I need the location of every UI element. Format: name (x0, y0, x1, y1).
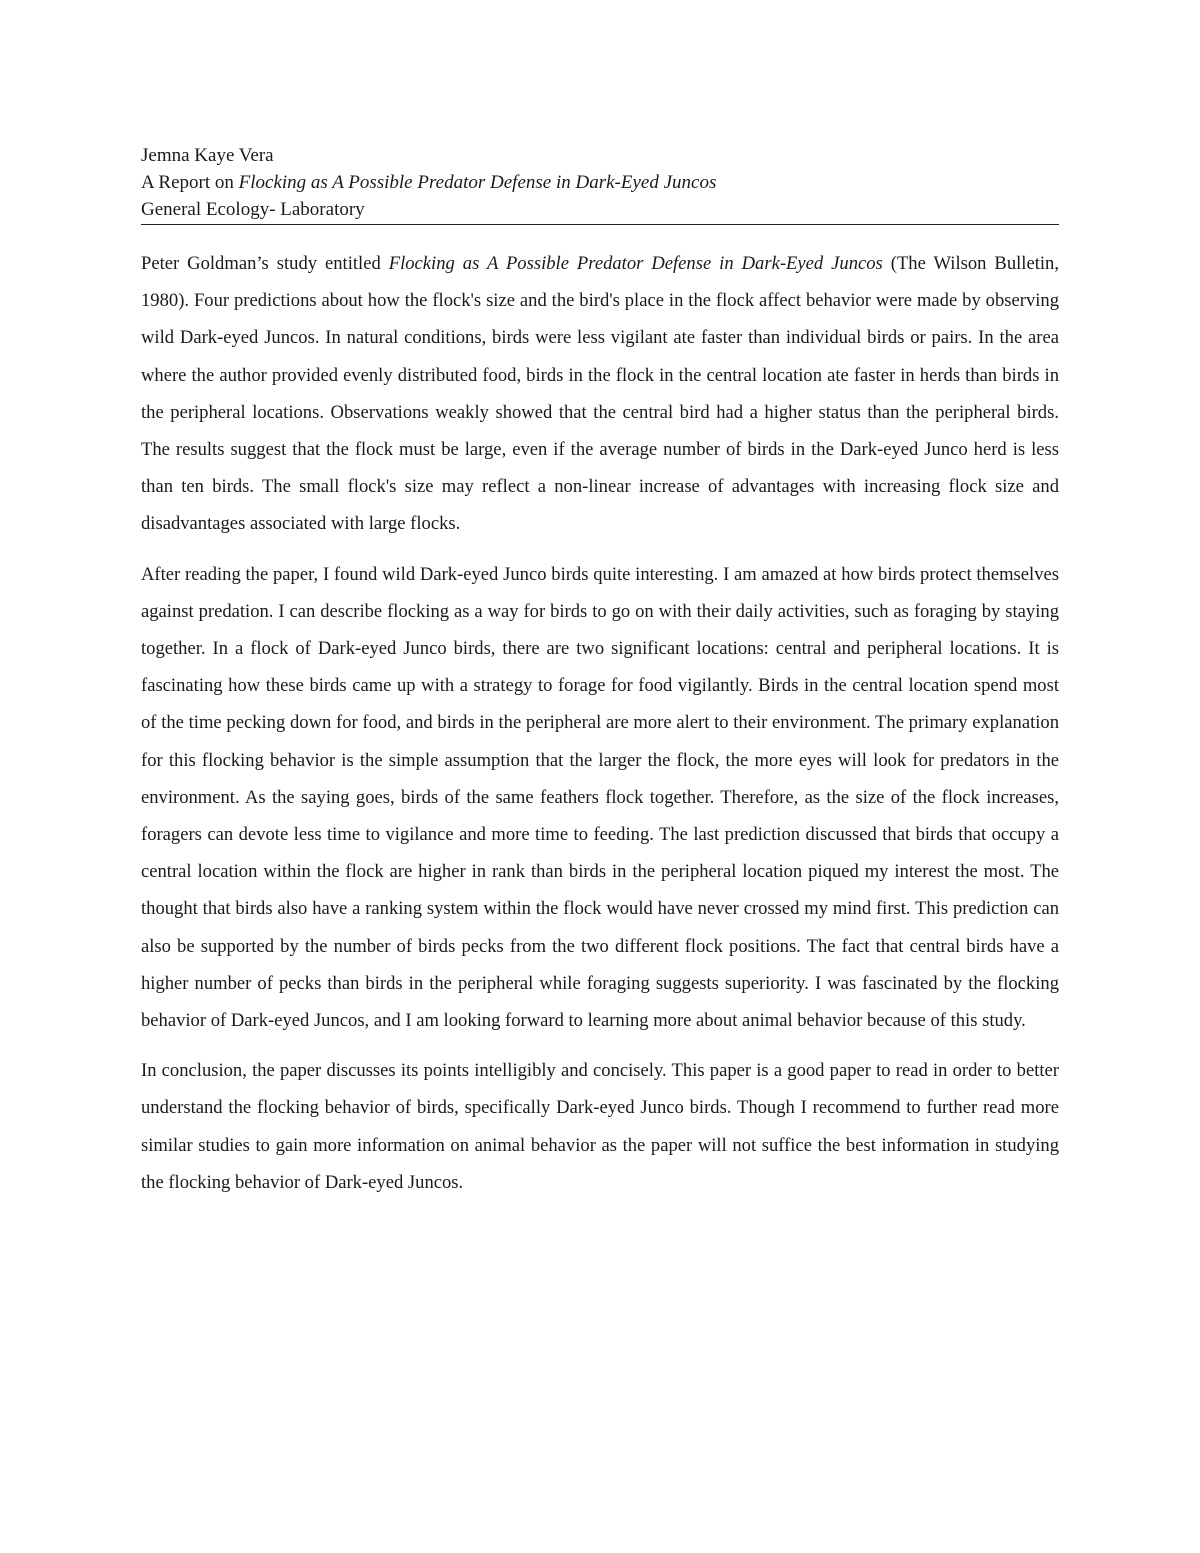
header-divider (141, 224, 1059, 225)
paragraph-reflection: After reading the paper, I found wild Dark-eyed Junco birds quite interesting. I am amazed at how birds protect themselves against predation. I can describe flocking as a way for birds to go on with their daily activities, such as foraging by staying together. In a flock of Dark-eyed Junco birds, there are two significant locations: central and peripheral locations. It is fascinating how these birds came up with a strategy to forage for food vigilantly. Birds in the central location spend most of the time pecking down for food, and birds in the peripheral are more alert to their environment. The primary explanation for this flocking behavior is the simple assumption that the larger the flock, the more eyes will look for predators in the environment. As the saying goes, birds of the same feathers flock together. Therefore, as the size of the flock increases, foragers can devote less time to vigilance and more time to feeding. The last prediction discussed that birds that occupy a central location within the flock are higher in rank than birds in the peripheral location piqued my interest the most. The thought that birds also have a ranking system within the flock would have never crossed my mind first. This prediction can also be supported by the number of birds pecks from the two different flock positions. The fact that central birds have a higher number of pecks than birds in the peripheral while foraging suggests superiority. I was fascinated by the flocking behavior of Dark-eyed Juncos, and I am looking forward to learning more about animal behavior because of this study. (141, 563, 1059, 1032)
summary-prefix: Peter Goldman’s study entitled (141, 253, 389, 274)
report-title-line (141, 169, 1059, 196)
course-name: General Ecology- Laboratory (141, 199, 365, 220)
author-name: Jemna Kaye Vera (141, 145, 274, 166)
paragraph-conclusion: In conclusion, the paper discusses its points intelligibly and concisely. This paper is a good paper to read in order to better understand the flocking behavior of birds, specifically Dark-eyed Junco birds. Though I recommend to further read more similar studies to gain more information on animal behavior as the paper will not suffice the best information in studying the flocking behavior of Dark-eyed Juncos. (141, 1060, 1059, 1193)
document-header (141, 142, 1059, 223)
document-body (141, 245, 1059, 1214)
summary-text: (The Wilson Bulletin, 1980). Four predictions about how the flock's size and the bird's place in the flock affect behavior were made by observing wild Dark-eyed Juncos. In natural conditions, birds were less vigilant ate faster than individual birds or pairs. In the area where the author provided evenly distributed food, birds in the flock in the central location ate faster in herds than birds in the peripheral locations. Observations weakly showed that the central bird had a higher status than the peripheral birds. The results suggest that the flock must be large, even if the average number of birds in the Dark-eyed Junco herd is less than ten birds. The small flock's size may reflect a non-linear increase of advantages with increasing flock size and disadvantages associated with large flocks. (141, 253, 1059, 535)
report-prefix: A Report on (141, 172, 239, 193)
summary-study-title: Flocking as A Possible Predator Defense in Dark-Eyed Juncos (388, 253, 883, 274)
paragraph-summary (141, 245, 1059, 543)
report-title: Flocking as A Possible Predator Defense in Dark-Eyed Juncos (238, 172, 717, 193)
